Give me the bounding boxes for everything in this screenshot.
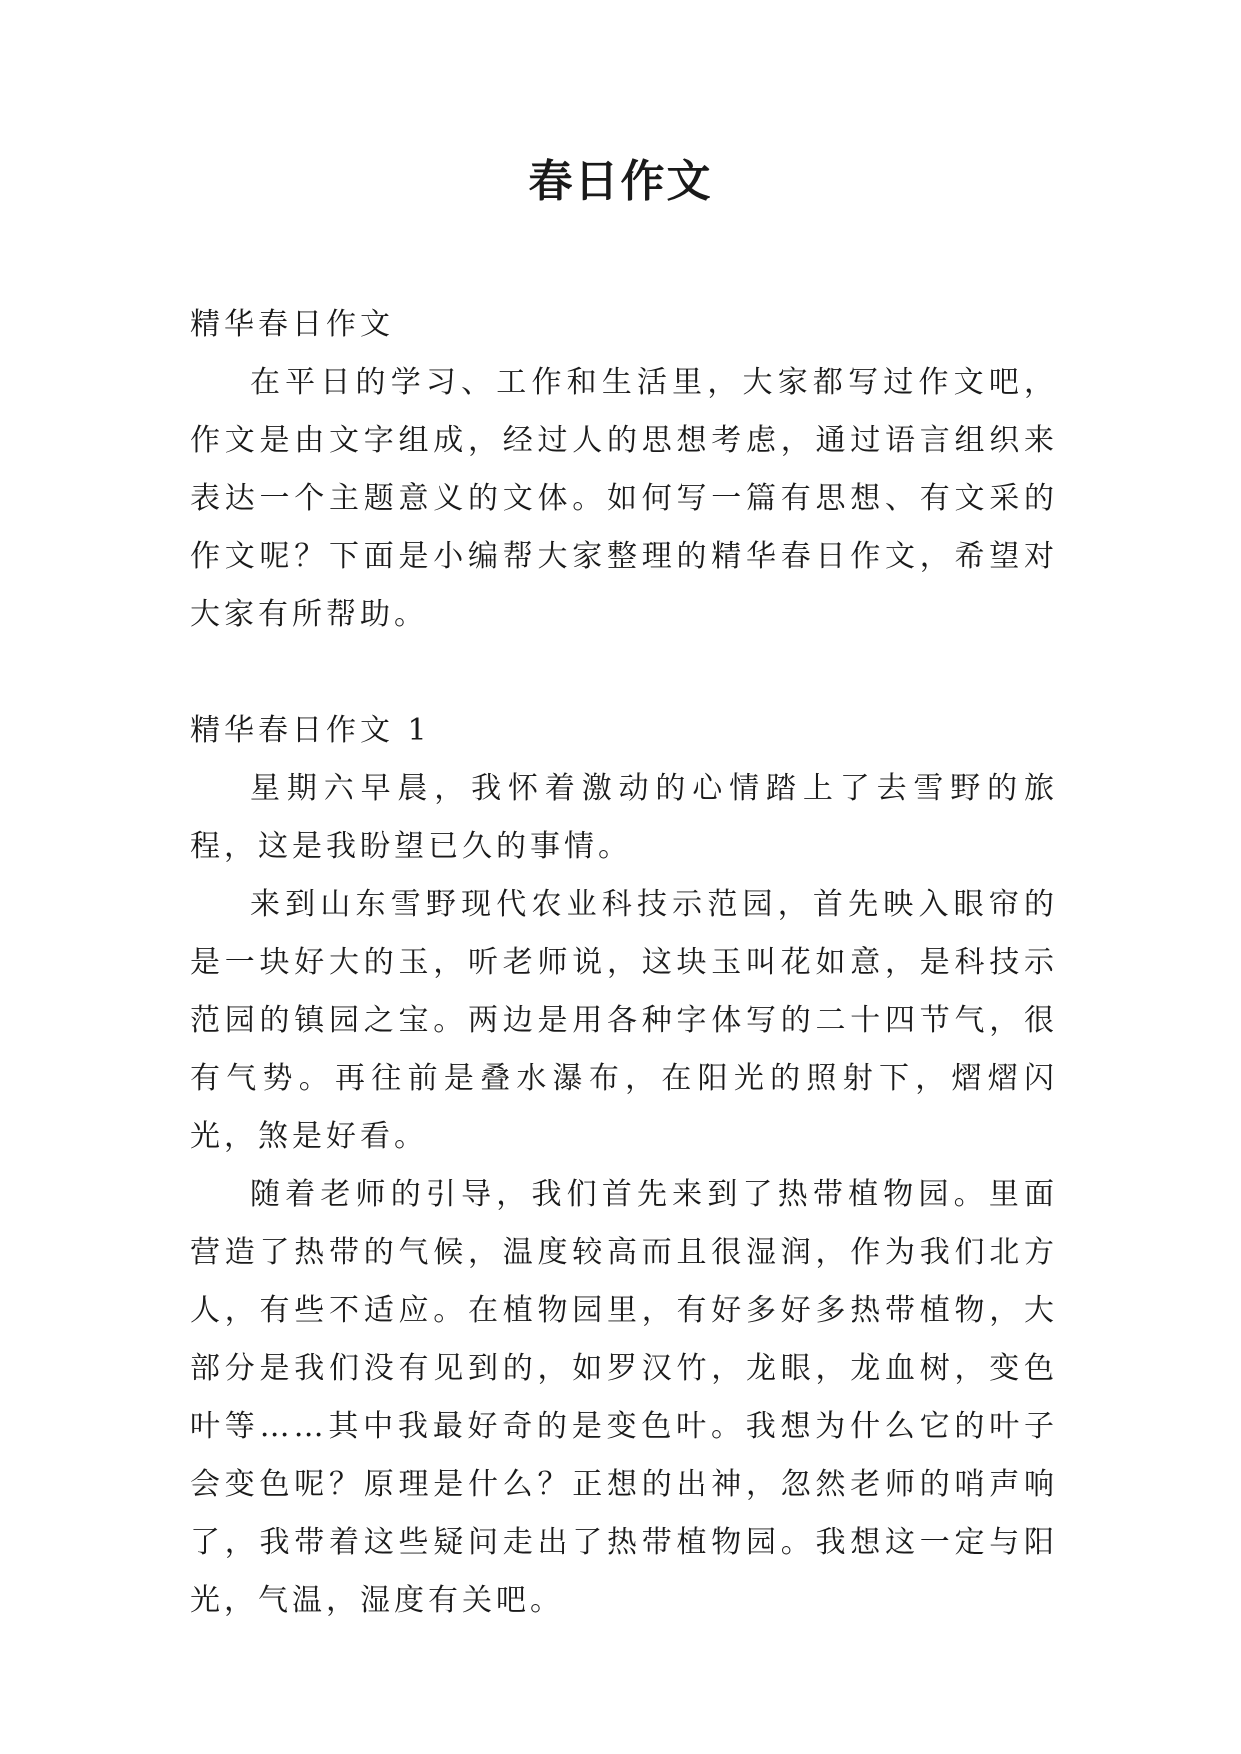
essay-1-paragraph-2: 来到山东雪野现代农业科技示范园，首先映入眼帘的是一块好大的玉，听老师说，这块玉叫花如意，是科技示范园的镇园之宝。两边是用各种字体写的二十四节气，很有气势。再往前是叠水瀑布，在阳光的照射下，熠熠闪光，煞是好看。	[190, 887, 1058, 1154]
essay-1-heading: 精华春日作文 1	[190, 713, 431, 748]
intro-heading: 精华春日作文	[190, 307, 394, 342]
essay-1-paragraph-1: 星期六早晨，我怀着激动的心情踏上了去雪野的旅程，这是我盼望已久的事情。	[190, 771, 1058, 864]
essay-1-paragraph-3: 随着老师的引导，我们首先来到了热带植物园。里面营造了热带的气候，温度较高而且很湿润，作为我们北方人，有些不适应。在植物园里，有好多好多热带植物，大部分是我们没有见到的，如罗汉竹，龙眼，龙血树，变色叶等……其中我最好奇的是变色叶。我想为什么它的叶子会变色呢？原理是什么？正想的出神，忽然老师的哨声响了，我带着这些疑问走出了热带植物园。我想这一定与阳光，气温，湿度有关吧。	[190, 1177, 1058, 1618]
section-spacer	[190, 644, 1058, 702]
document-body	[190, 296, 1058, 1630]
intro-paragraph: 在平日的学习、工作和生活里，大家都写过作文吧，作文是由文字组成，经过人的思想考虑，通过语言组织来表达一个主题意义的文体。如何写一篇有思想、有文采的作文呢？下面是小编帮大家整理的精华春日作文，希望对大家有所帮助。	[190, 365, 1058, 632]
document-title: 春日作文	[528, 156, 713, 207]
